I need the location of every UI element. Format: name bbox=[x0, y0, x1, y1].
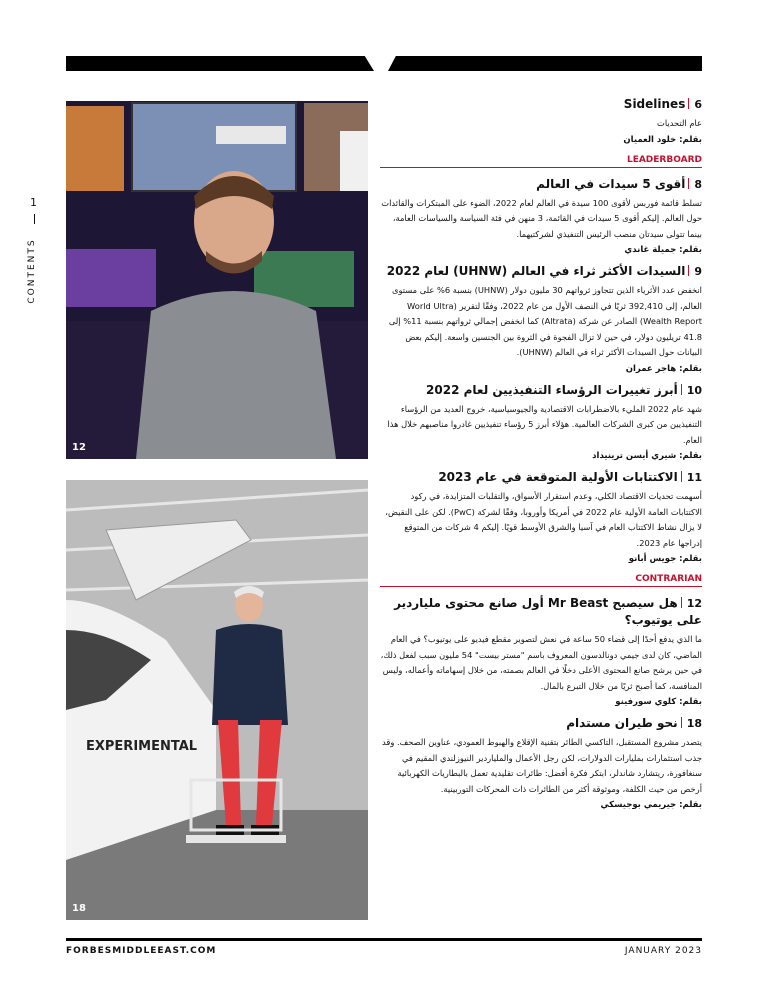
toc-entry-summary: عام التحديات bbox=[657, 118, 702, 128]
toc-entry-9[interactable] bbox=[380, 263, 702, 376]
toc-entry-18[interactable] bbox=[380, 715, 702, 812]
photo-aircraft-illustration bbox=[66, 480, 368, 920]
toc-entry-author: بقلم: جميلة غاندي bbox=[624, 245, 702, 255]
section-label-leaderboard: LEADERBOARD bbox=[380, 155, 702, 168]
toc-entry-title: 6Sidelines bbox=[623, 97, 702, 111]
side-page-number: 1 bbox=[30, 196, 37, 209]
toc-entry-title: 11الاكتتابات الأولية المتوقعة في عام 2023 bbox=[438, 470, 702, 484]
toc-entry-summary: أسهمت تحديات الاقتصاد الكلي، وعدم استقرار الأسواق، والتقلبات المتزايدة، في ركود الاكتتابات العامة الأولية عام 2022 في أمريكا وأوروبا، وفقًا لشركة (PwC). لكن على النقيض، لا يزال نشاط الاكتتاب العام في آسيا والشرق الأوسط قويًا. إليكم 4 شركات من المتوقع إدراجها عام 2023. bbox=[385, 491, 702, 548]
toc-entry-title: 8أقوى 5 سيدات في العالم bbox=[536, 176, 702, 191]
toc-entry-author: بقلم: هاجر عمران bbox=[625, 363, 702, 374]
toc-entry-8[interactable] bbox=[380, 176, 702, 258]
side-section-word: CONTENTS bbox=[27, 238, 37, 304]
toc-entry-title: 10أبرز تغييرات الرؤساء التنفيذيين لعام 2022 bbox=[426, 382, 702, 397]
plane-livery-text: EXPERIMENTAL bbox=[86, 739, 198, 754]
toc-entry-summary: ما الذي يدفع أحدًا إلى قضاء 50 ساعة في نعش لتصوير مقطع فيديو على يوتيوب؟ في العام الماضي، كان لدى جيمي دونالدسون المعروف باسم "مستر بيست" 54 مليون سبب لفعل ذلك، في حين يرشح صانع المحتوى الأعلى دخلًا في العالم بصمته، من خلال إسهاماته وأعماله، وليس المنافسة، كما أصبح ثريًا من خلال التبرع بالمال. bbox=[380, 634, 702, 691]
photo-mrbeast bbox=[66, 101, 368, 459]
footer-website[interactable]: FORBESMIDDLEEAST.COM bbox=[66, 946, 217, 956]
toc-entry-author: بقلم: شيري أيسن ترينيداد bbox=[592, 451, 702, 461]
toc-entry-title: 9السيدات الأكثر ثراء في العالم (UHNW) لعام 2022 bbox=[386, 264, 702, 278]
photo-mrbeast-illustration bbox=[66, 101, 368, 459]
toc-entry-summary: انخفض عدد الأثرياء الذين تتجاوز ثرواتهم 30 مليون دولار (UHNW) بنسبة 6% على مستوى العالم، إلى 392,410 ثريًا في النصف الأول من عام 2022، وفقًا لتقرير (World Ultra Wealth Report) الصادر عن شركة (Altrata) كما انخفض إجمالي ثرواتهم بنسبة 11% إلى 41.8 تريليون دولار، في حين لا تزال الفجوة في الثروة بين الجنسين واسعة. إليكم بعض البيانات حول السيدات الأكثر ثراء في العالم (UHNW). bbox=[388, 285, 702, 357]
toc-entry-11[interactable] bbox=[380, 469, 702, 566]
toc-entry-author: بقلم: جويس أبانو bbox=[628, 554, 702, 564]
footer-rule bbox=[66, 938, 702, 941]
header-bar-right bbox=[388, 56, 702, 71]
section-label-contrarian: CONTRARIAN bbox=[380, 574, 702, 587]
photo2-page-number: 18 bbox=[72, 903, 86, 914]
toc-entry-summary: يتصدر مشروع المستقبل، التاكسي الطائر بتقنية الإقلاع والهبوط العمودي، عناوين الصحف. وقد جذب استثمارات بمليارات الدولارات، لكن رجل الأعمال والملياردير النيوزلندي المقيم في سنغافورة، ريتشارد شاندلر، ابتكر فكرة أفضل: طائرات تقليدية تعمل بالبطاريات الكهربائية أرخص من حيث الكلفة، وموثوقة أكثر من الطائرات ذات المحركات التوربينية. bbox=[382, 737, 702, 794]
footer-issue-date: JANUARY 2023 bbox=[624, 946, 702, 956]
toc-entry-12[interactable] bbox=[380, 595, 702, 709]
toc-entry-title: 12هل سيصبح Mr Beast أول صانع محتوى ملياردير على يوتيوب؟ bbox=[394, 596, 702, 627]
toc-entry-summary: شهد عام 2022 المليء بالاضطرابات الاقتصادية والجيوسياسية، خروج العديد من الرؤساء التنفيذيين من كبرى الشركات العالمية. هؤلاء أبرز 5 رؤساء تنفيذيين غادروا مناصبهم خلال هذا العام. bbox=[387, 403, 702, 445]
toc-entry-author: بقلم: جيريمي بوجيسكي bbox=[600, 800, 702, 810]
toc-entry-6[interactable] bbox=[380, 96, 702, 147]
toc-entry-author: بقلم: كلوي سورفينو bbox=[615, 697, 702, 707]
toc-entry-summary: تسلط قائمة فوربس لأقوى 100 سيدة في العالم لعام 2022، الضوء على المبتكرات والقائدات حول العالم. إليكم أقوى 5 سيدات في القائمة، 3 منهن في فئة السياسة والسياسات العامة، بينما تتولى سيدتان منصب الرئيس التنفيذي لشركتيهما. bbox=[381, 197, 702, 239]
photo-aircraft bbox=[66, 480, 368, 920]
toc-entry-title: 18نحو طيران مستدام bbox=[566, 716, 702, 730]
side-divider bbox=[34, 214, 35, 224]
toc-entry-author: بقلم: خلود العميان bbox=[623, 134, 702, 145]
header-bar-left bbox=[66, 56, 374, 71]
table-of-contents bbox=[380, 96, 702, 818]
photo1-page-number: 12 bbox=[72, 442, 86, 453]
toc-entry-10[interactable] bbox=[380, 382, 702, 464]
